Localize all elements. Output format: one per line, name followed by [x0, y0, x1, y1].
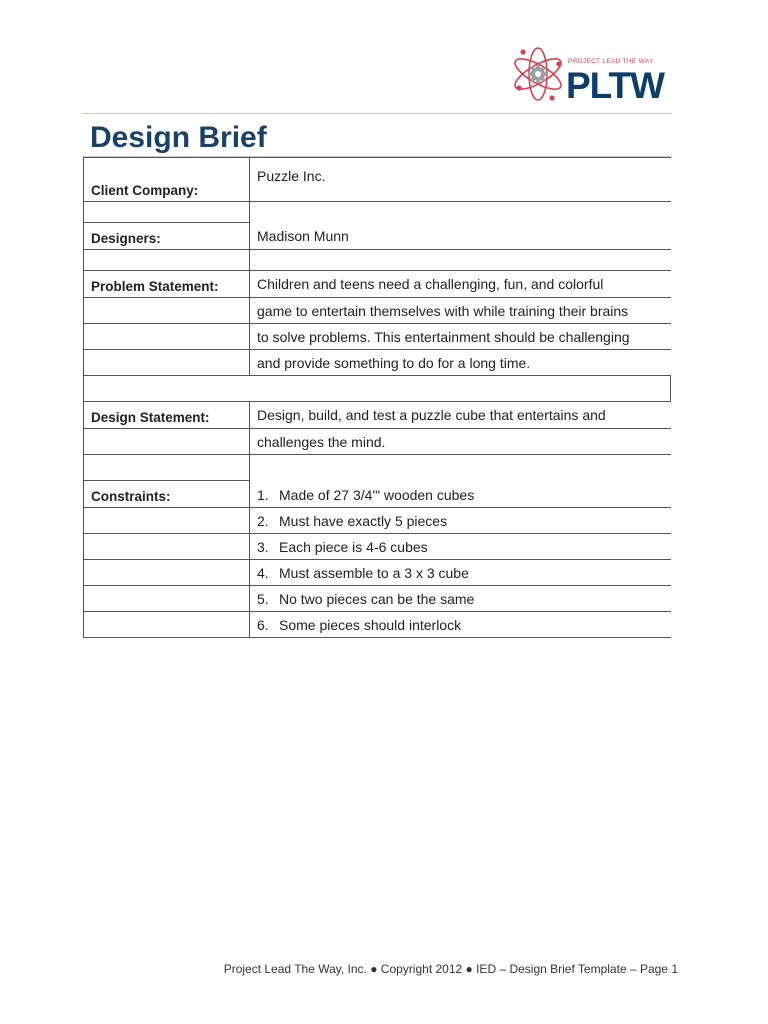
blank-cell — [84, 560, 250, 586]
table-row — [84, 376, 671, 402]
table-row — [84, 202, 671, 223]
problem-statement-line: to solve problems. This entertainment should be challenging — [250, 324, 671, 350]
blank-cell — [84, 429, 250, 455]
design-statement-line: Design, build, and test a puzzle cube that entertains and — [250, 402, 671, 429]
blank-cell — [84, 508, 250, 534]
table-row — [84, 534, 671, 560]
table-row — [84, 271, 671, 298]
table-row — [84, 324, 671, 350]
problem-statement-line: game to entertain themselves with while training their brains — [250, 298, 671, 324]
problem-statement-label: Problem Statement: — [84, 271, 250, 298]
page-title: Design Brief — [90, 121, 267, 154]
designers-label: Designers: — [84, 223, 250, 250]
table-row — [84, 455, 671, 481]
constraint-item: 5. No two pieces can be the same — [250, 586, 671, 612]
constraint-item: 1. Made of 27 3/4'" wooden cubes — [250, 455, 671, 508]
logo-wordmark: PLTW — [566, 65, 665, 106]
table-row — [84, 158, 671, 202]
blank-cell — [84, 455, 250, 481]
blank-cell — [84, 534, 250, 560]
design-brief-table — [83, 157, 671, 638]
problem-statement-line: and provide something to do for a long time. — [250, 350, 671, 376]
table-row — [84, 612, 671, 638]
section-spacer-row — [84, 376, 671, 402]
constraints-label: Constraints: — [84, 481, 250, 508]
design-statement-line: challenges the mind. — [250, 429, 671, 455]
table-row — [84, 298, 671, 324]
table-row — [84, 429, 671, 455]
blank-cell — [250, 250, 671, 271]
table-row — [84, 560, 671, 586]
table-row — [84, 586, 671, 612]
table-row — [84, 402, 671, 429]
table-row — [84, 250, 671, 271]
blank-cell — [84, 586, 250, 612]
blank-cell — [84, 612, 250, 638]
table-row — [84, 508, 671, 534]
client-company-label: Client Company: — [84, 158, 250, 202]
logo-tagline: PROJECT LEAD THE WAY — [568, 58, 654, 65]
problem-statement-line: Children and teens need a challenging, fun, and colorful — [250, 271, 671, 298]
designers-value: Madison Munn — [250, 202, 671, 250]
design-statement-label: Design Statement: — [84, 402, 250, 429]
blank-cell — [84, 250, 250, 271]
page-footer: Project Lead The Way, Inc. ● Copyright 2012 ● IED – Design Brief Template – Page 1 — [223, 962, 678, 976]
client-company-value: Puzzle Inc. — [250, 158, 671, 202]
constraint-item: 2. Must have exactly 5 pieces — [250, 508, 671, 534]
blank-cell — [84, 202, 250, 223]
blank-cell — [84, 350, 250, 376]
blank-cell — [84, 298, 250, 324]
header-divider — [82, 113, 672, 114]
atom-gear-icon — [510, 40, 566, 108]
constraint-item: 4. Must assemble to a 3 x 3 cube — [250, 560, 671, 586]
constraint-item: 6. Some pieces should interlock — [250, 612, 671, 638]
pltw-logo — [510, 40, 678, 108]
blank-cell — [84, 324, 250, 350]
constraint-item: 3. Each piece is 4-6 cubes — [250, 534, 671, 560]
table-row — [84, 350, 671, 376]
